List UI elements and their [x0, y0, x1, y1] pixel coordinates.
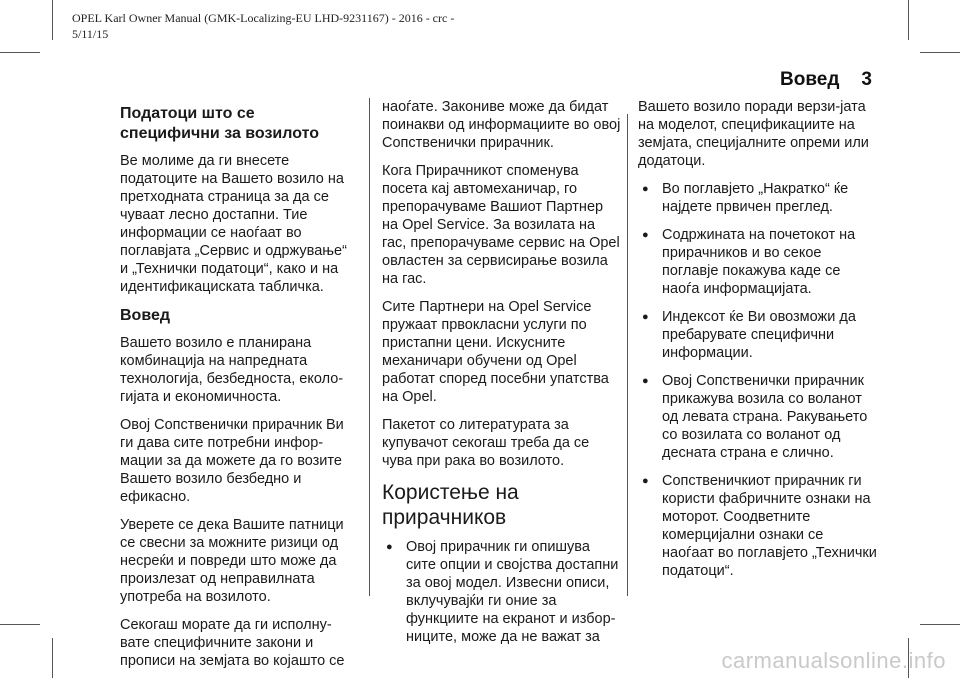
heading-using-manual — [382, 480, 622, 530]
crop-mark-left-lower — [0, 624, 40, 625]
paragraph: Вашето возило поради верзи-јата на моделот, спецификациите на земјата, специјалните опреми или додатоци. — [638, 99, 869, 169]
column-2 — [382, 98, 622, 656]
list-item-text: Индексот ќе Ви овозможи да пребарувате специфични информации. — [662, 309, 856, 361]
heading-using-manual-line2: прирачников — [382, 506, 507, 529]
list-item — [638, 472, 878, 580]
crop-mark-right-lower — [920, 624, 960, 625]
paragraph: Овој Сопственички прирачник Ви ги дава сите потребни инфор-мации за да можете да го возите Вашето возило безбедно и ефикасно. — [120, 417, 344, 505]
heading-using-manual-line1: Користење на — [382, 481, 519, 504]
paragraph: Сите Партнери на Opel Service пружаат првокласни услуги по пристапни цени. Искусните механичари обучени од Opel работат според посебни упатства на Opel. — [382, 299, 609, 405]
bullet-list — [382, 538, 622, 646]
list-item-text: Сопственичкиот прирачник ги користи фабричните ознаки на моторот. Соодветните комерцијални ознаки се наоѓаат во поглавјето „Технички податоци“. — [662, 473, 877, 579]
paragraph: наоѓате. Закониве може да бидат поинакви од информациите во овој Сопственички прирачник. — [382, 99, 621, 151]
paragraph: Кога Прирачникот споменува посета кај автомеханичар, го препорачуваме Вашиот Партнер на Opel Service. За возилата на гас, препорачуваме сервис на Opel овластен за сервисирање возила на гас. — [382, 163, 620, 287]
list-item-text: Во поглавјето „Накратко“ ќе најдете првичен преглед. — [662, 181, 849, 215]
column-3 — [638, 98, 878, 590]
list-item — [638, 226, 878, 298]
heading-vehicle-data-line1: Податоци што се — [120, 105, 255, 122]
heading-introduction: Вовед — [120, 307, 171, 324]
crop-mark-right-upper — [920, 52, 960, 53]
paragraph: Секогаш морате да ги исполну-вате специфичните закони и прописи на земјата во којашто се — [120, 617, 345, 669]
print-metadata-line1: OPEL Karl Owner Manual (GMK-Localizing-EU LHD-9231167) - 2016 - crc - — [72, 11, 455, 25]
paragraph: Пакетот со литературата за купувачот секогаш треба да се чува при рака во возилото. — [382, 417, 590, 469]
print-metadata-line2: 5/11/15 — [72, 27, 109, 41]
crop-mark-top-right — [908, 0, 909, 40]
bullet-icon: ● — [642, 375, 649, 387]
print-metadata — [72, 10, 454, 42]
bullet-icon: ● — [642, 475, 649, 487]
heading-vehicle-data-line2: специфични за возилото — [120, 125, 319, 142]
watermark: carmanualsonline.info — [721, 648, 946, 673]
column-divider — [627, 114, 628, 596]
paragraph: Вашето возило е планирана комбинација на напредната технологија, безбедноста, еколо-гијата и економичноста. — [120, 335, 344, 405]
bullet-icon: ● — [642, 229, 649, 241]
list-item-text: Содржината на почетокот на прирачников и во секое поглавје покажува каде се наоѓа информацијата. — [662, 227, 856, 297]
page-number: 3 — [861, 69, 872, 90]
list-item — [638, 308, 878, 362]
list-item — [638, 372, 878, 462]
heading-vehicle-data — [120, 104, 354, 144]
section-title: Вовед — [780, 69, 840, 90]
crop-mark-left-upper — [0, 52, 40, 53]
list-item — [382, 538, 622, 646]
bullet-icon: ● — [642, 183, 649, 195]
bullet-list — [638, 180, 878, 580]
page-header — [780, 69, 872, 91]
paragraph: Уверете се дека Вашите патници се свесни за можните ризици од несреќи и повреди што може да произлезат од неправилната употреба на возилото. — [120, 517, 344, 605]
crop-mark-top-left — [52, 0, 53, 40]
list-item — [638, 180, 878, 216]
column-divider — [369, 98, 370, 596]
list-item-text: Овој прирачник ги опишува сите опции и својства достапни за овој модел. Извесни описи, вклучувајќи ги оние за функциите на екранот и избор-ниците, може да не важат за — [406, 539, 619, 645]
crop-mark-bottom-left — [52, 638, 53, 678]
bullet-icon: ● — [642, 311, 649, 323]
bullet-icon: ● — [386, 541, 393, 553]
list-item-text: Овој Сопственички прирачник прикажува возила со воланот од левата страна. Ракувањето со возилата со воланот од десната страна е слично. — [662, 373, 868, 461]
column-1 — [120, 104, 354, 680]
paragraph: Ве молиме да ги внесете податоците на Вашето возило на претходната страница за да се чуваат лесно достапни. Тие информации се наоѓаат во поглавјата „Сервис и одржување“ и „Технички податоци“, како и на идентификациската табличка. — [120, 153, 347, 295]
